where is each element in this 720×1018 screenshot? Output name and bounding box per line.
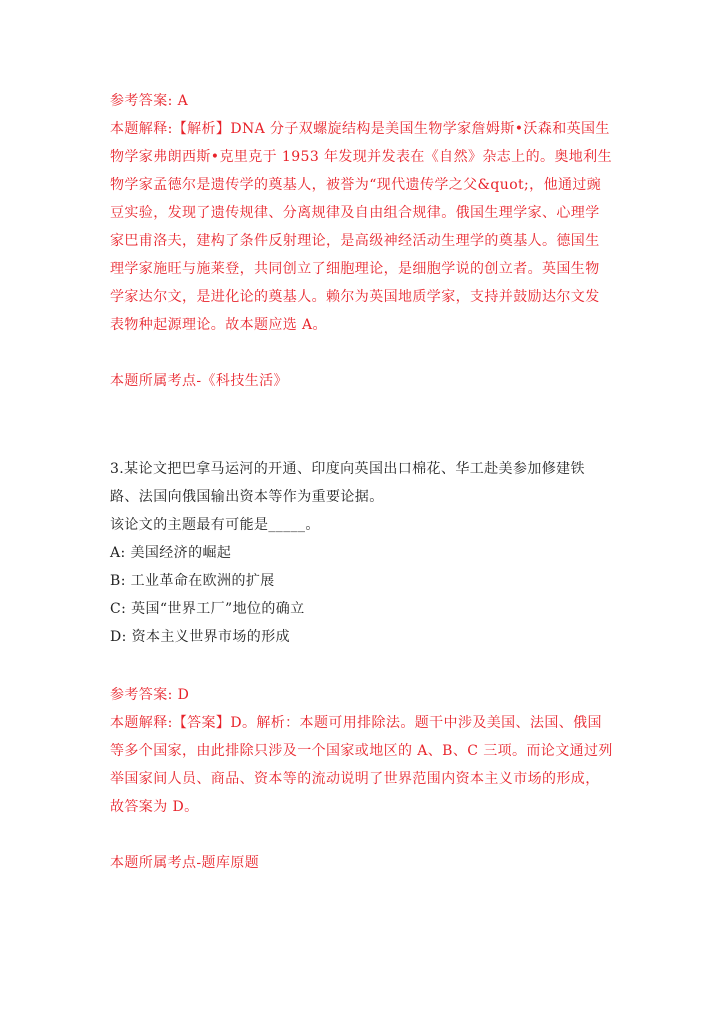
explanation-line: 物学家弗朗西斯•克里克于 1953 年发现并发表在《自然》杂志上的。奥地利生 <box>110 149 612 165</box>
explanation-line: 物学家孟德尔是遗传学的奠基人，被誉为“现代遗传学之父&quot;，他通过豌 <box>110 177 602 193</box>
explanation-line: 豆实验，发现了遗传规律、分离规律及自由组合规律。俄国生理学家、心理学 <box>110 205 600 221</box>
question-stem: 3.某论文把巴拿马运河的开通、印度向英国出口棉花、华工赴美参加修建铁 <box>110 461 585 477</box>
topic-line: 本题所属考点-《科技生活》 <box>110 373 288 389</box>
option-d: D: 资本主义世界市场的形成 <box>110 629 290 645</box>
question-stem: 该论文的主题最有可能是_____。 <box>110 517 320 533</box>
topic-line: 本题所属考点-题库原题 <box>110 855 260 871</box>
answer-a: 参考答案: A <box>110 93 189 109</box>
explanation-line: 故答案为 D。 <box>110 799 199 815</box>
answer-d: 参考答案: D <box>110 687 190 703</box>
question-stem: 路、法国向俄国输出资本等作为重要论据。 <box>110 489 384 505</box>
explanation-line: 本题解释:【解析】DNA 分子双螺旋结构是美国生物学家詹姆斯•沃森和英国生 <box>110 121 610 137</box>
option-b: B: 工业革命在欧洲的扩展 <box>110 573 275 589</box>
explanation-line: 家巴甫洛夫，建构了条件反射理论，是高级神经活动生理学的奠基人。德国生 <box>110 233 600 249</box>
explanation-line: 理学家施旺与施莱登，共同创立了细胞理论，是细胞学说的创立者。英国生物 <box>110 261 600 277</box>
option-a: A: 美国经济的崛起 <box>110 545 232 561</box>
explanation-line: 等多个国家，由此排除只涉及一个国家或地区的 A、B、C 三项。而论文通过列 <box>110 743 613 759</box>
explanation-line: 本题解释:【答案】D。解析：本题可用排除法。题干中涉及美国、法国、俄国 <box>110 715 602 731</box>
explanation-line: 学家达尔文，是进化论的奠基人。赖尔为英国地质学家，支持并鼓励达尔文发 <box>110 289 600 305</box>
option-c: C: 英国“世界工厂”地位的确立 <box>110 601 305 617</box>
explanation-line: 举国家间人员、商品、资本等的流动说明了世界范围内资本主义市场的形成， <box>110 771 600 787</box>
explanation-line: 表物种起源理论。故本题应选 A。 <box>110 317 327 333</box>
